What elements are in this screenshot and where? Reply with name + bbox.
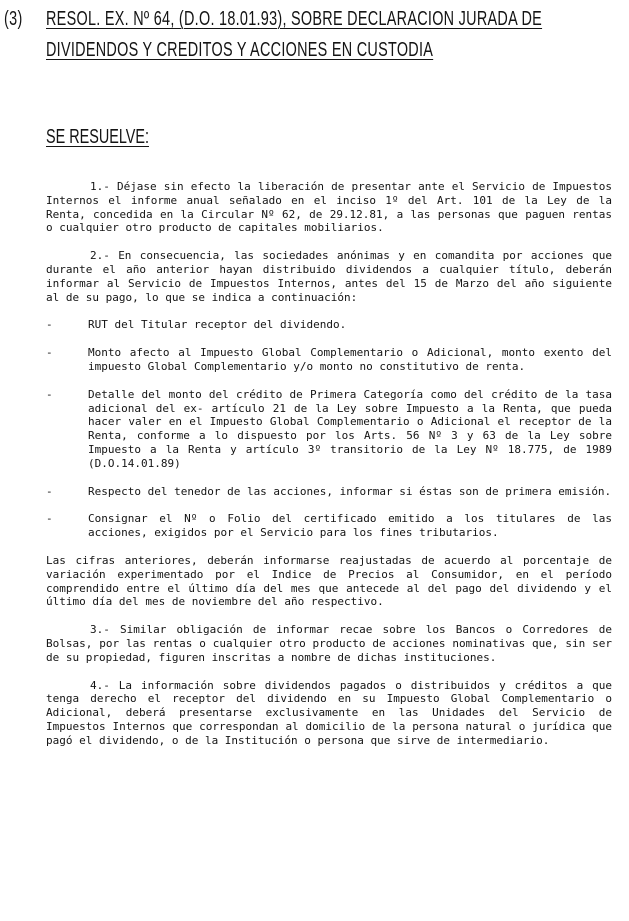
- list-item-text: Detalle del monto del crédito de Primera Categoría como del crédito de la tasa adicional del ex- artículo 21 de la Ley sobre Impuesto a la Renta, que pueda hacer valer en el Impuesto Global Complementario o Adicional el receptor de la Renta, conforme a lo dispuesto por los Arts. 56 Nº 3 y 63 de la Ley sobre Impuesto a la Renta y artículo 3º transitorio de la Ley Nº 18.775, de 1989 (D.O.14.01.89): [88, 387, 612, 470]
- list-dash: -: [46, 512, 53, 526]
- list-dash: -: [46, 484, 53, 498]
- header-title-line-2: DIVIDENDOS Y CREDITOS Y ACCIONES EN CUSTODIA: [46, 39, 434, 61]
- section-number: (3): [4, 8, 23, 30]
- header-title-line-1: RESOL. EX. Nº 64, (D.O. 18.01.93), SOBRE DECLARACION JURADA DE: [46, 8, 543, 30]
- list-item-text: Monto afecto al Impuesto Global Complementario o Adicional, monto exento del impuesto Global Complementario y/o monto no constitutivo de renta.: [88, 346, 612, 373]
- paragraph-3: Las cifras anteriores, deberán informarse reajustadas de acuerdo al porcentaje de variación experimentado por el Indice de Precios al Consumidor, en el período comprendido entre el último día del mes que antecede al del pago del dividendo y el último día del mes de noviembre del año respectivo.: [46, 553, 612, 609]
- paragraph-1: 1.- Déjase sin efecto la liberación de presentar ante el Servicio de Impuestos Internos el informe anual señalado en el inciso 1º del Art. 101 de la Ley de la Renta, concedida en la Circular Nº 62, de 29.12.81, a las personas que paguen rentas o cualquier otro producto de capitales mobiliarios.: [46, 180, 612, 235]
- paragraph-5: 4.- La información sobre dividendos pagados o distribuidos y créditos a que tenga derecho el receptor del dividendo en su Impuesto Global Complementario o Adicional, deberá presentarse exclusivamente en las Unidades del Servicio de Impuestos Internos que correspondan al domicilio de la persona natural o jurídica que pagó el dividendo, o de la Institución o persona que sirve de intermediario.: [46, 678, 612, 747]
- paragraph-4: 3.- Similar obligación de informar recae sobre los Bancos o Corredores de Bolsas, por las rentas o cualquier otro producto de acciones nominativas que, sin ser de su propiedad, figuren inscritas a nombre de dichas instituciones.: [46, 623, 612, 664]
- list-item-text: RUT del Titular receptor del dividendo.: [88, 318, 347, 332]
- list-item-text: Consignar el Nº o Folio del certificado emitido a los titulares de las acciones, exigidos por el Servicio para los fines tributarios.: [88, 512, 612, 540]
- document-body: [46, 180, 612, 762]
- list-dash: -: [46, 346, 53, 360]
- section-heading: SE RESUELVE:: [46, 126, 149, 148]
- list-dash: -: [46, 387, 53, 401]
- list-item-text: Respecto del tenedor de las acciones, informar si éstas son de primera emisión.: [88, 484, 612, 498]
- list-item: [46, 512, 612, 540]
- paragraph-2: 2.- En consecuencia, las sociedades anónimas y en comandita por acciones que durante el año anterior hayan distribuido dividendos a cualquier título, deberán informar al Servicio de Impuestos Internos, antes del 15 de Marzo del año siguiente al de su pago, lo que se indica a continuación:: [46, 249, 612, 304]
- list-dash: -: [46, 318, 53, 332]
- list-item: [46, 346, 612, 374]
- list-item: [46, 388, 612, 471]
- list-item: [46, 318, 612, 332]
- list-item: [46, 485, 612, 499]
